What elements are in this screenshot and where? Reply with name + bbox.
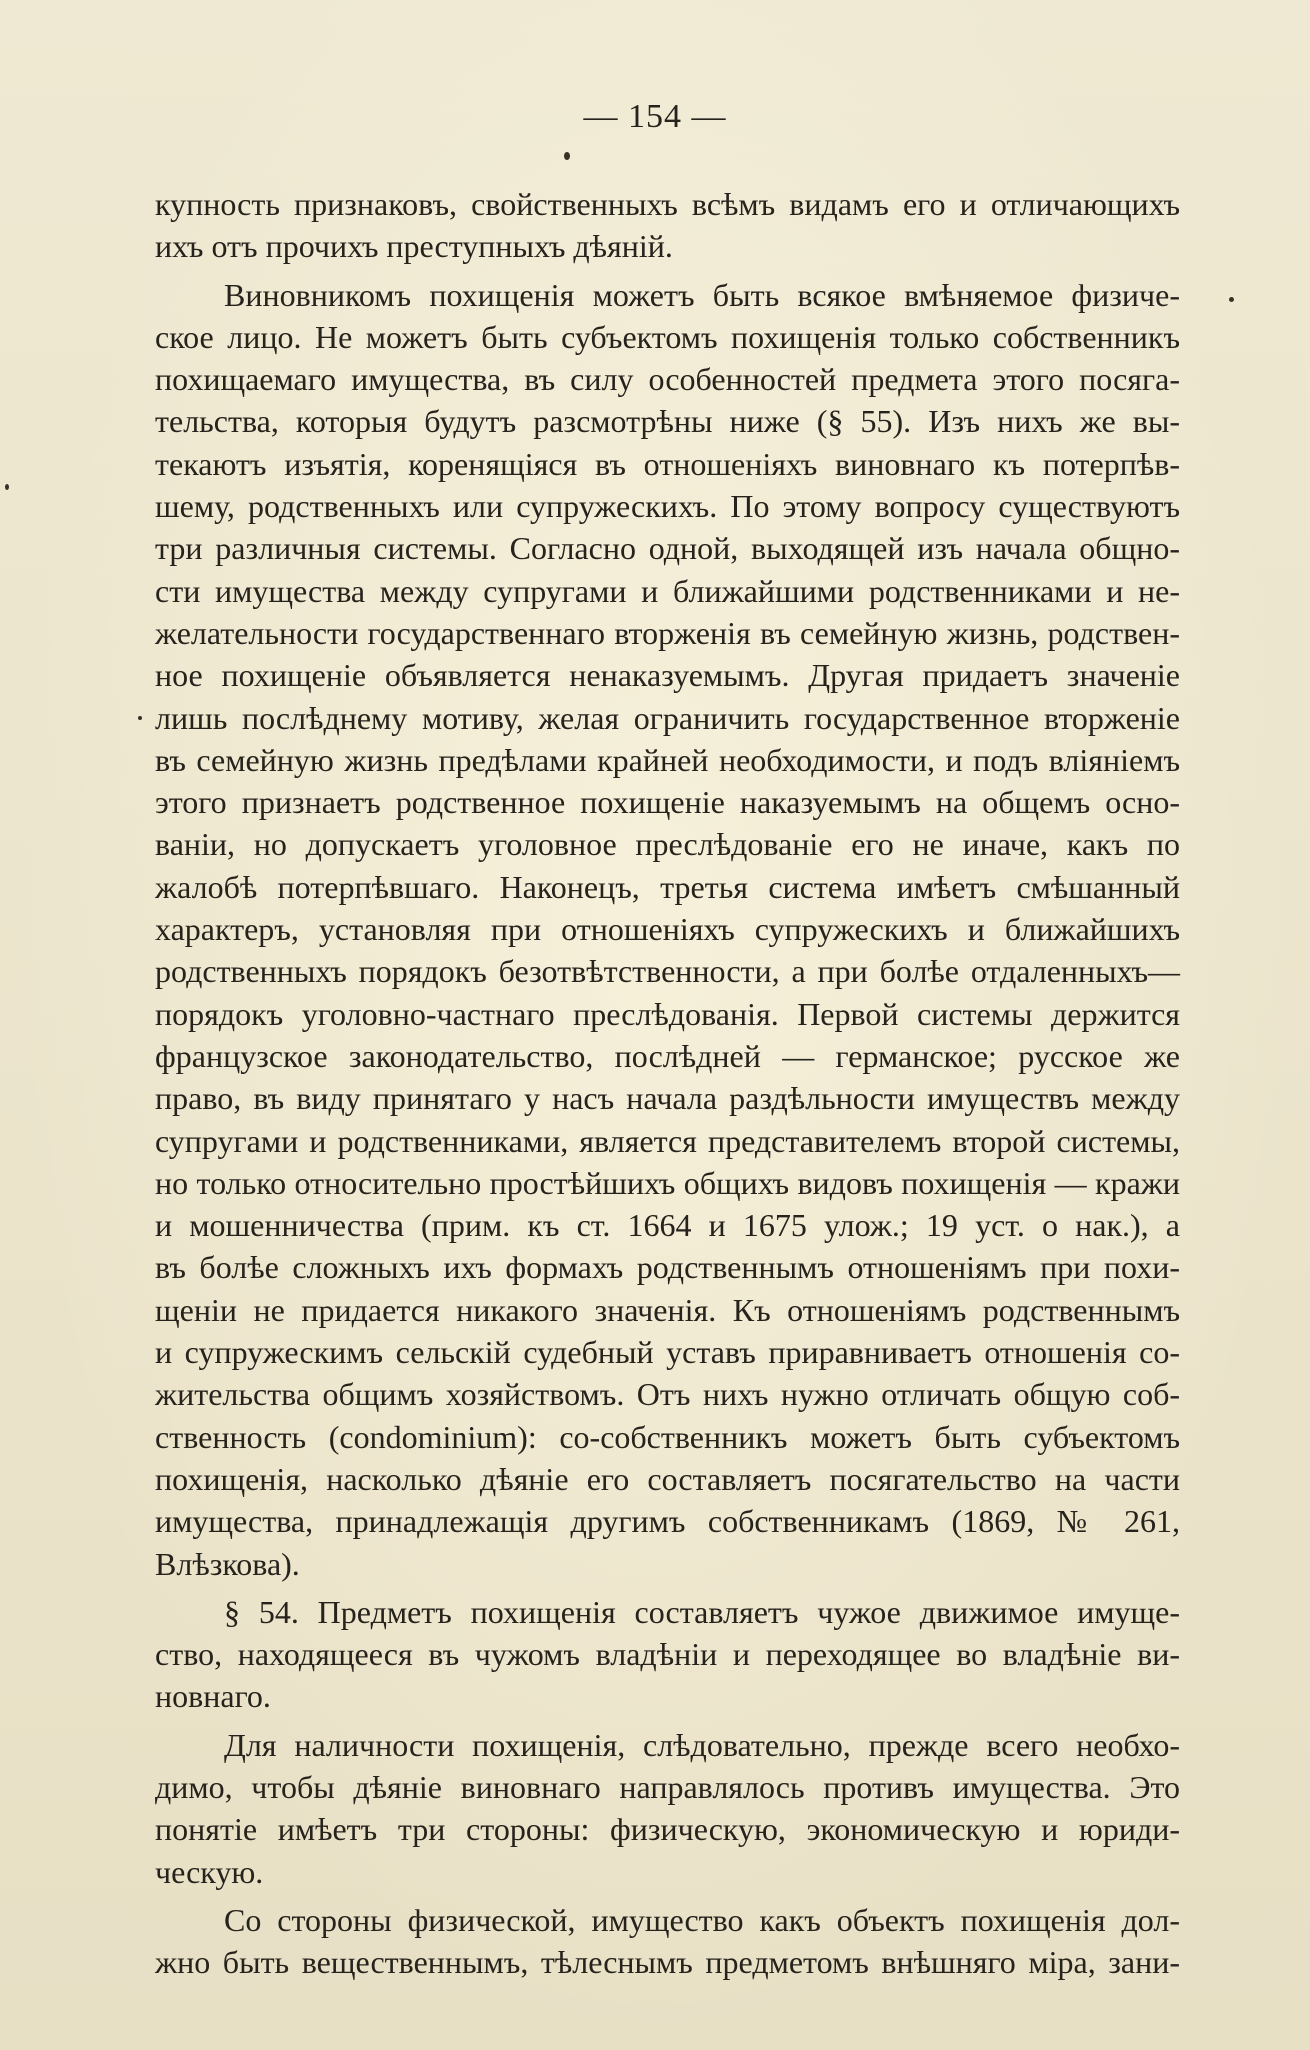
text-line: Виновникомъ похищенія можетъ быть всякое вмѣняемое физиче- bbox=[224, 276, 1180, 313]
ink-speck bbox=[5, 484, 9, 490]
text-line: право, въ виду принятаго у насъ начала раздѣльности имуществъ между bbox=[155, 1080, 1180, 1117]
text-line: въ семейную жизнь предѣлами крайней необходимости, и подъ вліяніемъ bbox=[155, 741, 1180, 778]
text-line: понятіе имѣетъ три стороны: физическую, экономическую и юриди- bbox=[155, 1811, 1180, 1848]
body-text bbox=[155, 183, 1180, 1983]
text-line: похищаемаго имущества, въ силу особенностей предмета этого посяга- bbox=[155, 361, 1180, 398]
text-line: Влѣзкова). bbox=[155, 1545, 300, 1582]
ink-speck bbox=[564, 152, 570, 160]
text-line: въ болѣе сложныхъ ихъ формахъ родственнымъ отношеніямъ при похи- bbox=[155, 1249, 1180, 1286]
text-line: родственныхъ порядокъ безотвѣтственности, а при болѣе отдаленныхъ— bbox=[155, 953, 1180, 990]
text-line: текаютъ изъятія, коренящіяся въ отношеніяхъ виновнаго къ потерпѣв- bbox=[155, 445, 1180, 482]
text-line: ственность (condominium): со-собственникъ можетъ быть субъектомъ bbox=[155, 1418, 1180, 1455]
text-line: ческую. bbox=[155, 1853, 264, 1890]
text-line: характеръ, установляя при отношеніяхъ супружескихъ и ближайшихъ bbox=[155, 911, 1180, 948]
text-line: димо, чтобы дѣяніе виновнаго направлялось противъ имущества. Это bbox=[155, 1768, 1180, 1805]
paragraph-section-54 bbox=[155, 1591, 1180, 1718]
text-line: Со стороны физической, имущество какъ объектъ похищенія дол- bbox=[224, 1901, 1180, 1938]
paragraph-culprit bbox=[155, 274, 1180, 1585]
ink-speck bbox=[1229, 297, 1234, 302]
page-number: — 154 — bbox=[583, 98, 727, 135]
text-line: щеніи не придается никакого значенія. Къ отношеніямъ родственнымъ bbox=[155, 1291, 1180, 1328]
text-line: имущества, принадлежащія другимъ собственникамъ (1869, № 261, bbox=[155, 1503, 1180, 1540]
text-line: ство, находящееся въ чужомъ владѣніи и переходящее во владѣніе ви- bbox=[155, 1636, 1180, 1673]
text-line: лишь послѣднему мотиву, желая ограничить государственное вторженіе bbox=[155, 699, 1180, 736]
text-line: жительства общимъ хозяйствомъ. Отъ нихъ нужно отличать общую соб- bbox=[155, 1376, 1180, 1413]
paragraph-physical-side bbox=[155, 1899, 1180, 1984]
text-line: § 54. Предметъ похищенія составляетъ чужое движимое имуще- bbox=[224, 1593, 1180, 1630]
text-line: шему, родственныхъ или супружескихъ. По этому вопросу существуютъ bbox=[155, 488, 1180, 525]
text-line: порядокъ уголовно-частнаго преслѣдованія. Первой системы держится bbox=[155, 995, 1180, 1032]
text-line: французское законодательство, послѣдней — германское; русское же bbox=[155, 1037, 1180, 1074]
text-line: похищенія, насколько дѣяніе его составляетъ посягательство на части bbox=[155, 1460, 1180, 1497]
text-line: ное похищеніе объявляется ненаказуемымъ. Другая придаетъ значеніе bbox=[155, 657, 1180, 694]
text-line: желательности государственнаго вторженія въ семейную жизнь, родствен- bbox=[155, 614, 1180, 651]
text-line: супругами и родственниками, является представителемъ второй системы, bbox=[155, 1122, 1180, 1159]
text-line: жно быть вещественнымъ, тѣлеснымъ предметомъ внѣшняго міра, зани- bbox=[155, 1944, 1180, 1981]
ink-speck bbox=[138, 716, 142, 720]
text-line: жалобѣ потерпѣвшаго. Наконецъ, третья система имѣетъ смѣшанный bbox=[155, 868, 1180, 905]
text-line: сти имущества между супругами и ближайшими родственниками и не- bbox=[155, 572, 1180, 609]
text-line: ваніи, но допускаетъ уголовное преслѣдованіе его не иначе, какъ по bbox=[155, 826, 1180, 863]
text-line: ихъ отъ прочихъ преступныхъ дѣяній. bbox=[155, 228, 673, 265]
text-line: тельства, которыя будутъ разсмотрѣны ниже (§ 55). Изъ нихъ же вы- bbox=[155, 403, 1180, 440]
text-line: три различныя системы. Согласно одной, выходящей изъ начала общно- bbox=[155, 530, 1180, 567]
paragraph-continuation bbox=[155, 183, 1180, 268]
text-line: Для наличности похищенія, слѣдовательно, прежде всего необхо- bbox=[224, 1726, 1180, 1763]
text-line: но только относительно простѣйшихъ общихъ видовъ похищенія — кражи bbox=[155, 1164, 1180, 1201]
text-line: ское лицо. Не можетъ быть субъектомъ похищенія только собственникъ bbox=[155, 318, 1180, 355]
text-line: и супружескимъ сельскій судебный уставъ приравниваетъ отношенія со- bbox=[155, 1334, 1180, 1371]
text-line: этого признаетъ родственное похищеніе наказуемымъ на общемъ осно- bbox=[155, 784, 1180, 821]
text-line: купность признаковъ, свойственныхъ всѣмъ видамъ его и отличающихъ bbox=[155, 186, 1180, 222]
text-line: и мошенничества (прим. къ ст. 1664 и 1675 улож.; 19 уст. о нак.), а bbox=[155, 1207, 1180, 1244]
text-line: новнаго. bbox=[155, 1678, 271, 1715]
paragraph-property-aspects bbox=[155, 1724, 1180, 1893]
